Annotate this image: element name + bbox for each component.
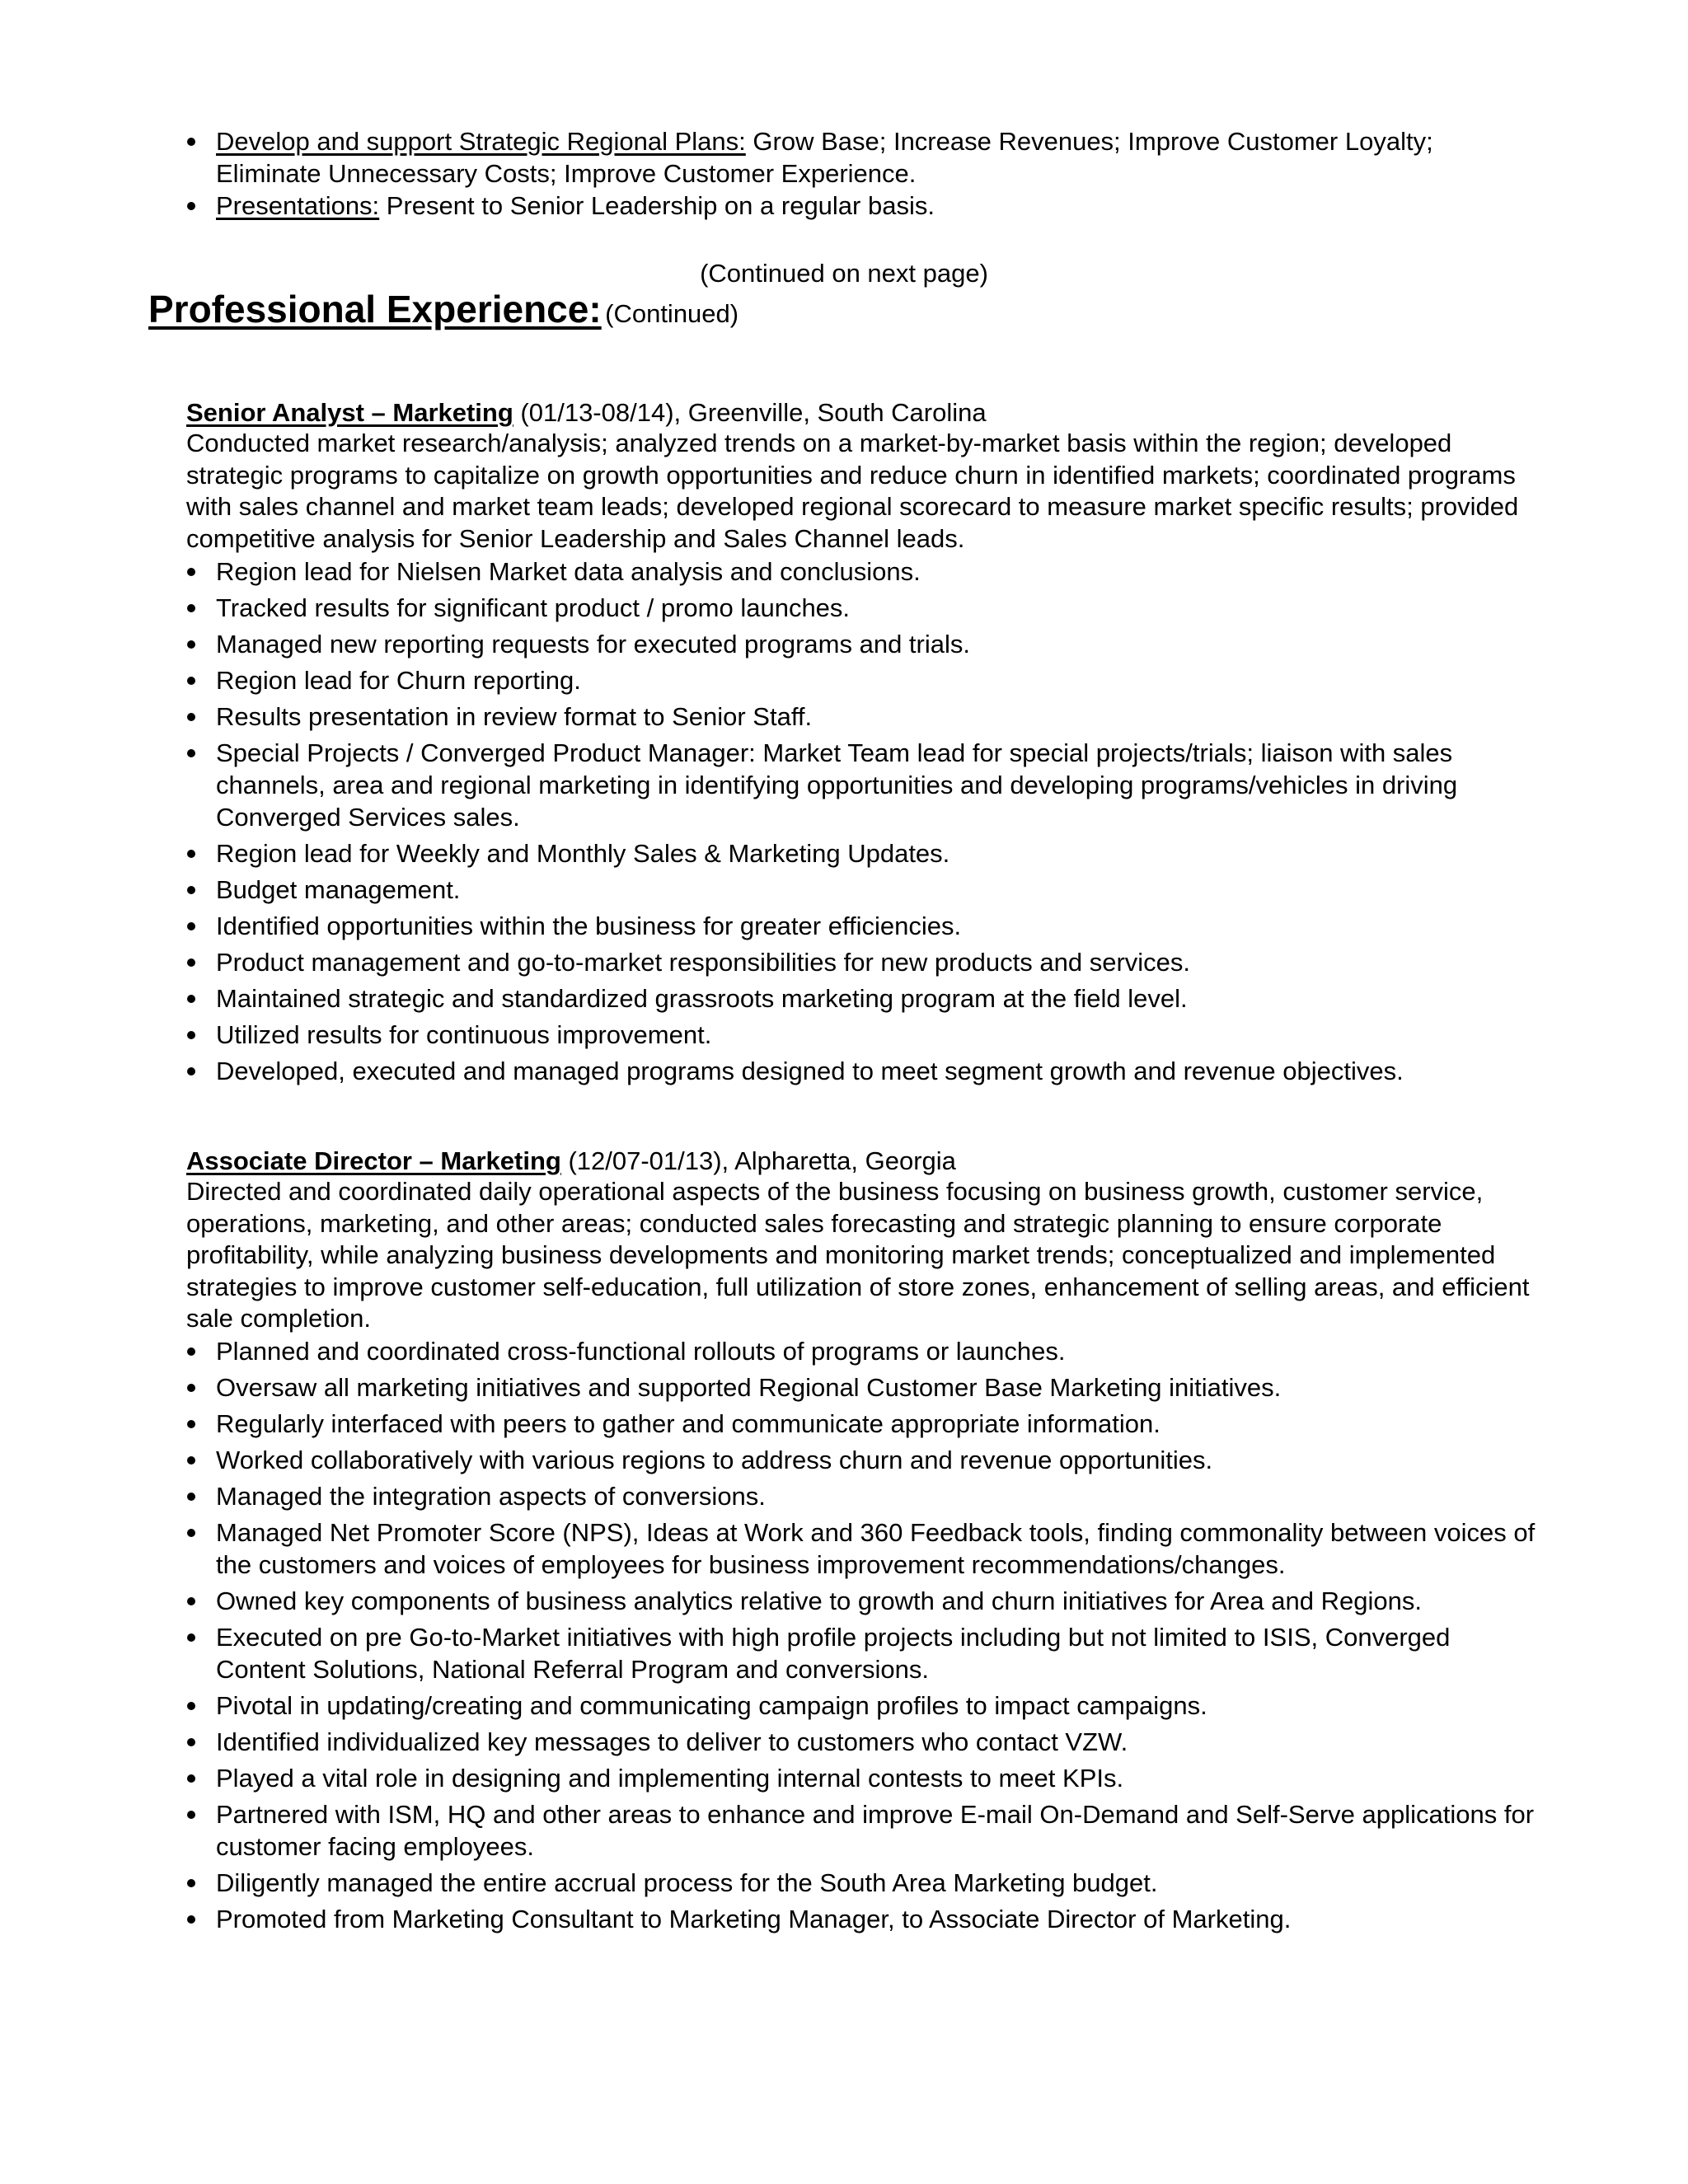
job-description: Directed and coordinated daily operational aspects of the business focusing on business growth, customer service, operations, marketing, and other areas; conducted sales forecasting and strategic planning to ensure corporate profitability, while analyzing business developments and monitoring market trends; conceptualized and implemented strategies to improve customer self-education, full utilization of store zones, enhancement of selling areas, and efficient sale completion. [186, 1177, 1530, 1333]
list-item: Identified individualized key messages to deliver to customers who contact VZW. [186, 1726, 1538, 1758]
list-item: Managed new reporting requests for executed programs and trials. [186, 628, 1538, 660]
list-item: Region lead for Nielsen Market data analysis and conclusions. [186, 555, 1538, 588]
list-item: Diligently managed the entire accrual process for the South Area Marketing budget. [186, 1867, 1538, 1899]
list-item: Partnered with ISM, HQ and other areas to enhance and improve E-mail On-Demand and Self-Serve applications for customer facing employees. [186, 1798, 1538, 1863]
list-item: Oversaw all marketing initiatives and supported Regional Customer Base Marketing initiatives. [186, 1371, 1538, 1404]
section-title: Professional Experience: [148, 288, 602, 330]
list-item: Special Projects / Converged Product Manager: Market Team lead for special projects/trials; liaison with sales channels, area and regional marketing in identifying opportunities and developing programs/vehicles in driving Converged Services sales. [186, 737, 1538, 833]
list-item: Worked collaboratively with various regions to address churn and revenue opportunities. [186, 1444, 1538, 1476]
list-item: Managed Net Promoter Score (NPS), Ideas at Work and 360 Feedback tools, finding commonality between voices of the customers and voices of employees for business improvement recommendations/changes. [186, 1516, 1538, 1581]
list-item: Developed, executed and managed programs designed to meet segment growth and revenue objectives. [186, 1055, 1538, 1087]
list-item: Budget management. [186, 874, 1538, 906]
list-item: Executed on pre Go-to-Market initiatives with high profile projects including but not limited to ISIS, Converged Content Solutions, National Referral Program and conversions. [186, 1621, 1538, 1685]
list-item: Tracked results for significant product / promo launches. [186, 592, 1538, 624]
job-bullet-list [186, 1335, 1538, 1939]
job-title: Senior Analyst – Marketing [186, 398, 513, 427]
bullet-lead: Presentations: [216, 191, 380, 220]
list-item: Identified opportunities within the business for greater efficiencies. [186, 910, 1538, 942]
list-item: Results presentation in review format to Senior Staff. [186, 701, 1538, 733]
top-bullet-list [186, 125, 1538, 222]
list-item: Utilized results for continuous improvement. [186, 1019, 1538, 1051]
list-item: Promoted from Marketing Consultant to Marketing Manager, to Associate Director of Marketing. [186, 1903, 1538, 1935]
list-item: Planned and coordinated cross-functional rollouts of programs or launches. [186, 1335, 1538, 1367]
list-item: Pivotal in updating/creating and communicating campaign profiles to impact campaigns. [186, 1690, 1538, 1722]
list-item: Maintained strategic and standardized grassroots marketing program at the field level. [186, 982, 1538, 1015]
section-heading [148, 287, 738, 331]
list-item: Product management and go-to-market responsibilities for new products and services. [186, 946, 1538, 978]
list-item: Regularly interfaced with peers to gather and communicate appropriate information. [186, 1408, 1538, 1440]
list-item: Owned key components of business analytics relative to growth and churn initiatives for Area and Regions. [186, 1585, 1538, 1617]
list-item: Played a vital role in designing and implementing internal contests to meet KPIs. [186, 1762, 1538, 1794]
bullet-text: Grow Base; Increase Revenues; Improve Customer Loyalty; Eliminate Unnecessary Costs; Improve Customer Experience. [216, 127, 1433, 188]
job-meta: (12/07-01/13), Alpharetta, Georgia [560, 1146, 956, 1175]
job-description: Conducted market research/analysis; analyzed trends on a market-by-market basis within the region; developed strategic programs to capitalize on growth opportunities and reduce churn in identified markets; coordinated programs with sales channel and market team leads; developed regional scorecard to measure market specific results; provided competitive analysis for Senior Leadership and Sales Channel leads. [186, 429, 1519, 553]
bullet-lead: Develop and support Strategic Regional Plans: [216, 127, 746, 156]
job-meta: (01/13-08/14), Greenville, South Carolina [513, 398, 987, 427]
bullet-text: Present to Senior Leadership on a regular basis. [379, 191, 935, 220]
job-heading [186, 396, 1538, 429]
list-item: Managed the integration aspects of conversions. [186, 1480, 1538, 1512]
job-title: Associate Director – Marketing [186, 1146, 561, 1175]
list-item: Region lead for Weekly and Monthly Sales & Marketing Updates. [186, 837, 1538, 869]
list-item [186, 125, 1538, 190]
list-item: Region lead for Churn reporting. [186, 664, 1538, 696]
job-bullet-list [186, 555, 1538, 1091]
continued-note: (Continued on next page) [700, 259, 988, 288]
list-item [186, 190, 1538, 222]
section-suffix: (Continued) [605, 299, 739, 328]
job-heading [186, 1145, 1538, 1177]
